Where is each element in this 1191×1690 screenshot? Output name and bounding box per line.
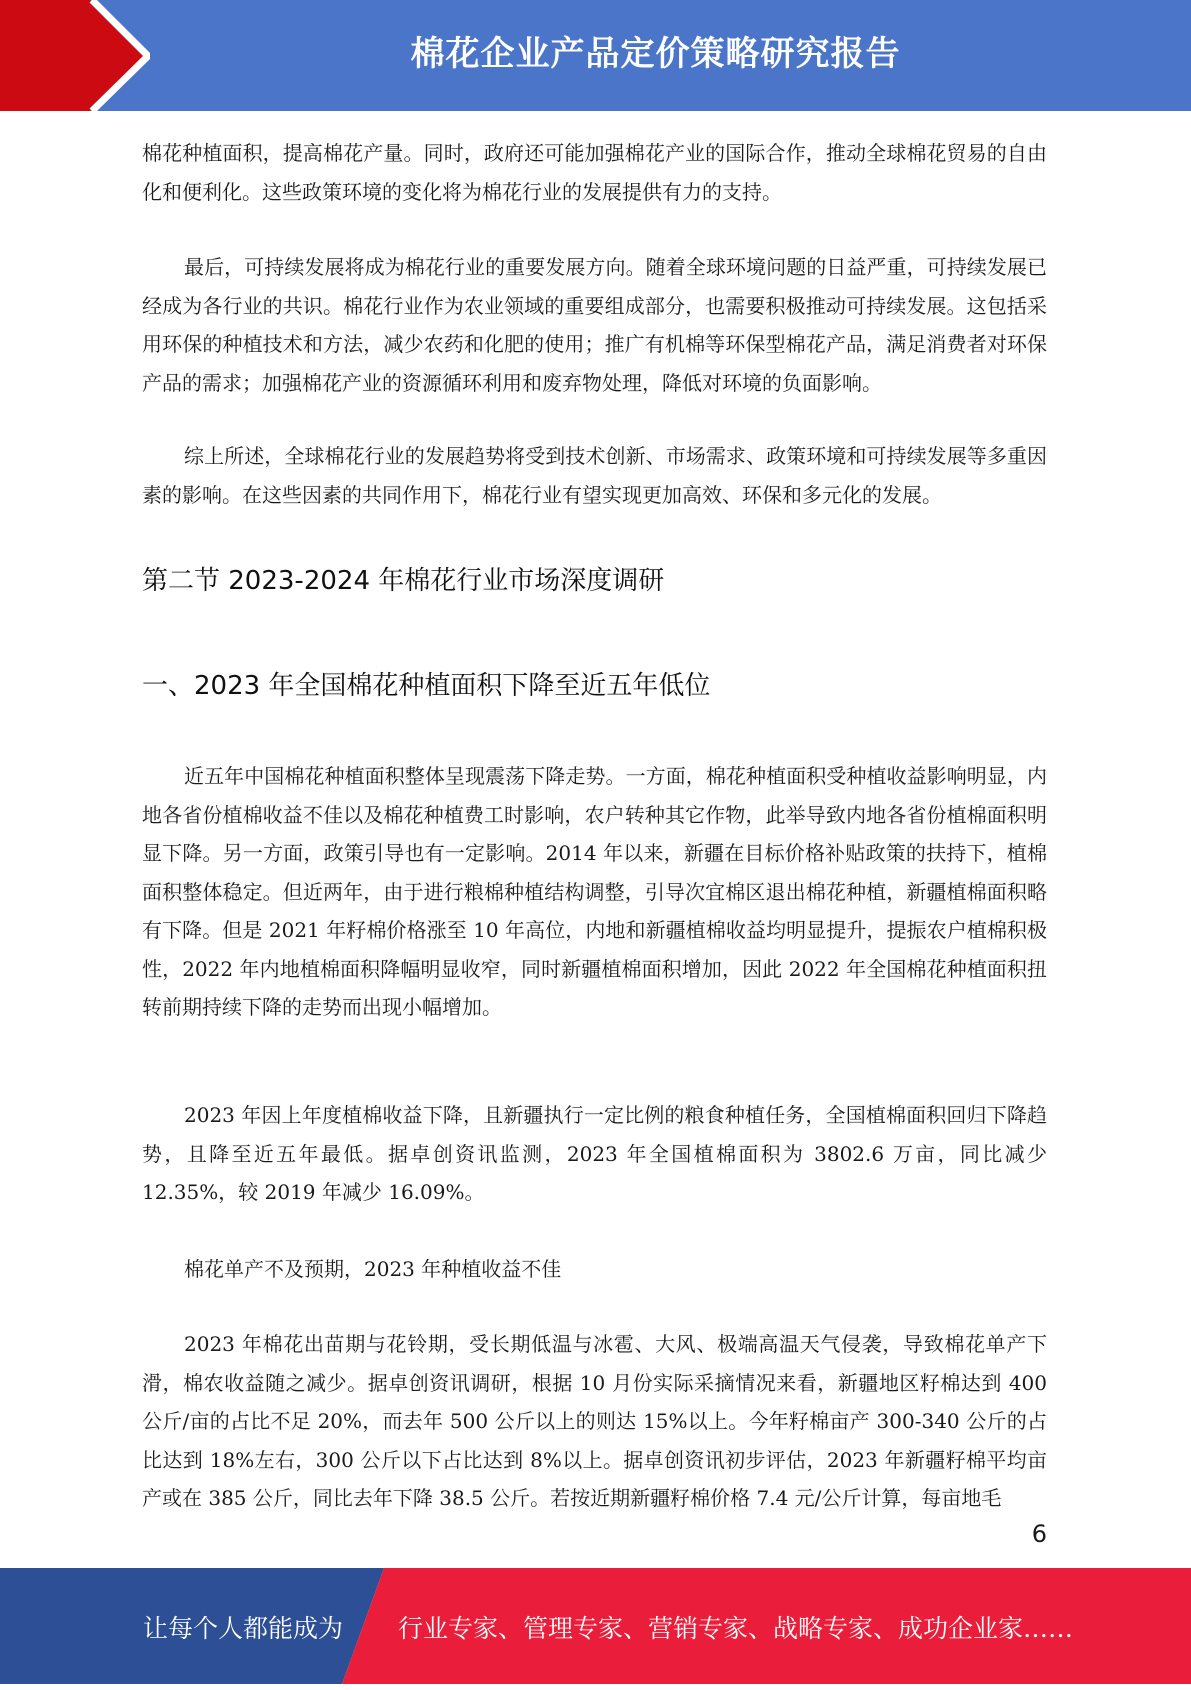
paragraph-yield-subheading: 棉花单产不及预期，2023 年种植收益不佳 [184, 1257, 562, 1281]
subsection-heading: 一、2023 年全国棉花种植面积下降至近五年低位 [142, 671, 711, 701]
footer-banner [0, 1568, 1191, 1684]
paragraph-2023-area: 2023 年因上年度植棉收益下降，且新疆执行一定比例的粮食种植任务，全国植棉面积回归下降趋势，且降至近五年最低。据卓创资讯监测，2023 年全国植棉面积为 3802.6 万亩，同比减少 12.35%，较 2019 年减少 16.09%。 [142, 1103, 1047, 1204]
paragraph-policy-environment: 棉花种植面积，提高棉花产量。同时，政府还可能加强棉花产业的国际合作，推动全球棉花贸易的自由化和便利化。这些政策环境的变化将为棉花行业的发展提供有力的支持。 [142, 141, 1047, 204]
paragraph-sustainability: 最后，可持续发展将成为棉花行业的重要发展方向。随着全球环境问题的日益严重，可持续发展已经成为各行业的共识。棉花行业作为农业领域的重要组成部分，也需要积极推动可持续发展。这包括采用环保的种植技术和方法，减少农药和化肥的使用；推广有机棉等环保型棉花产品，满足消费者对环保产品的需求；加强棉花产业的资源循环利用和废弃物处理，降低对环境的负面影响。 [142, 255, 1047, 395]
footer-slogan-right: 行业专家、管理专家、营销专家、战略专家、成功企业家…… [398, 1614, 1074, 1643]
footer-slogan-left: 让每个人都能成为 [143, 1614, 344, 1643]
header-banner [0, 0, 1191, 111]
report-title: 棉花企业产品定价策略研究报告 [410, 34, 901, 74]
paragraph-summary: 综上所述，全球棉花行业的发展趋势将受到技术创新、市场需求、政策环境和可持续发展等多重因素的影响。在这些因素的共同作用下，棉花行业有望实现更加高效、环保和多元化的发展。 [142, 444, 1047, 507]
page-number: 6 [1031, 1520, 1047, 1548]
paragraph-planting-trend: 近五年中国棉花种植面积整体呈现震荡下降走势。一方面，棉花种植面积受种植收益影响明显，内地各省份植棉收益不佳以及棉花种植费工时影响，农户转种其它作物，此举导致内地各省份植棉面积明显下降。另一方面，政策引导也有一定影响。2014 年以来，新疆在目标价格补贴政策的扶持下，植棉面积整体稳定。但近两年，由于进行粮棉种植结构调整，引导次宜棉区退出棉花种植，新疆植棉面积略有下降。但是 2021 年籽棉价格涨至 10 年高位，内地和新疆植棉收益均明显提升，提振农户植棉积极性，2022 年内地植棉面积降幅明显收窄，同时新疆植棉面积增加，因此 2022 年全国棉花种植面积扭转前期持续下降的走势而出现小幅增加。 [142, 764, 1047, 1019]
section-heading: 第二节 2023-2024 年棉花行业市场深度调研 [142, 566, 665, 596]
paragraph-2023-yield: 2023 年棉花出苗期与花铃期，受长期低温与冰雹、大风、极端高温天气侵袭，导致棉花单产下滑，棉农收益随之减少。据卓创资讯调研，根据 10 月份实际采摘情况来看，新疆地区籽棉达到 400 公斤/亩的占比不足 20%，而去年 500 公斤以上的则达 15%以上。今年籽棉亩产 300-340 公斤的占比达到 18%左右，300 公斤以下占比达到 8%以上。据卓创资讯初步评估，2023 年新疆籽棉平均亩产或在 385 公斤，同比去年下降 38.5 公斤。若按近期新疆籽棉价格 7.4 元/公斤计算，每亩地毛 [142, 1332, 1047, 1510]
